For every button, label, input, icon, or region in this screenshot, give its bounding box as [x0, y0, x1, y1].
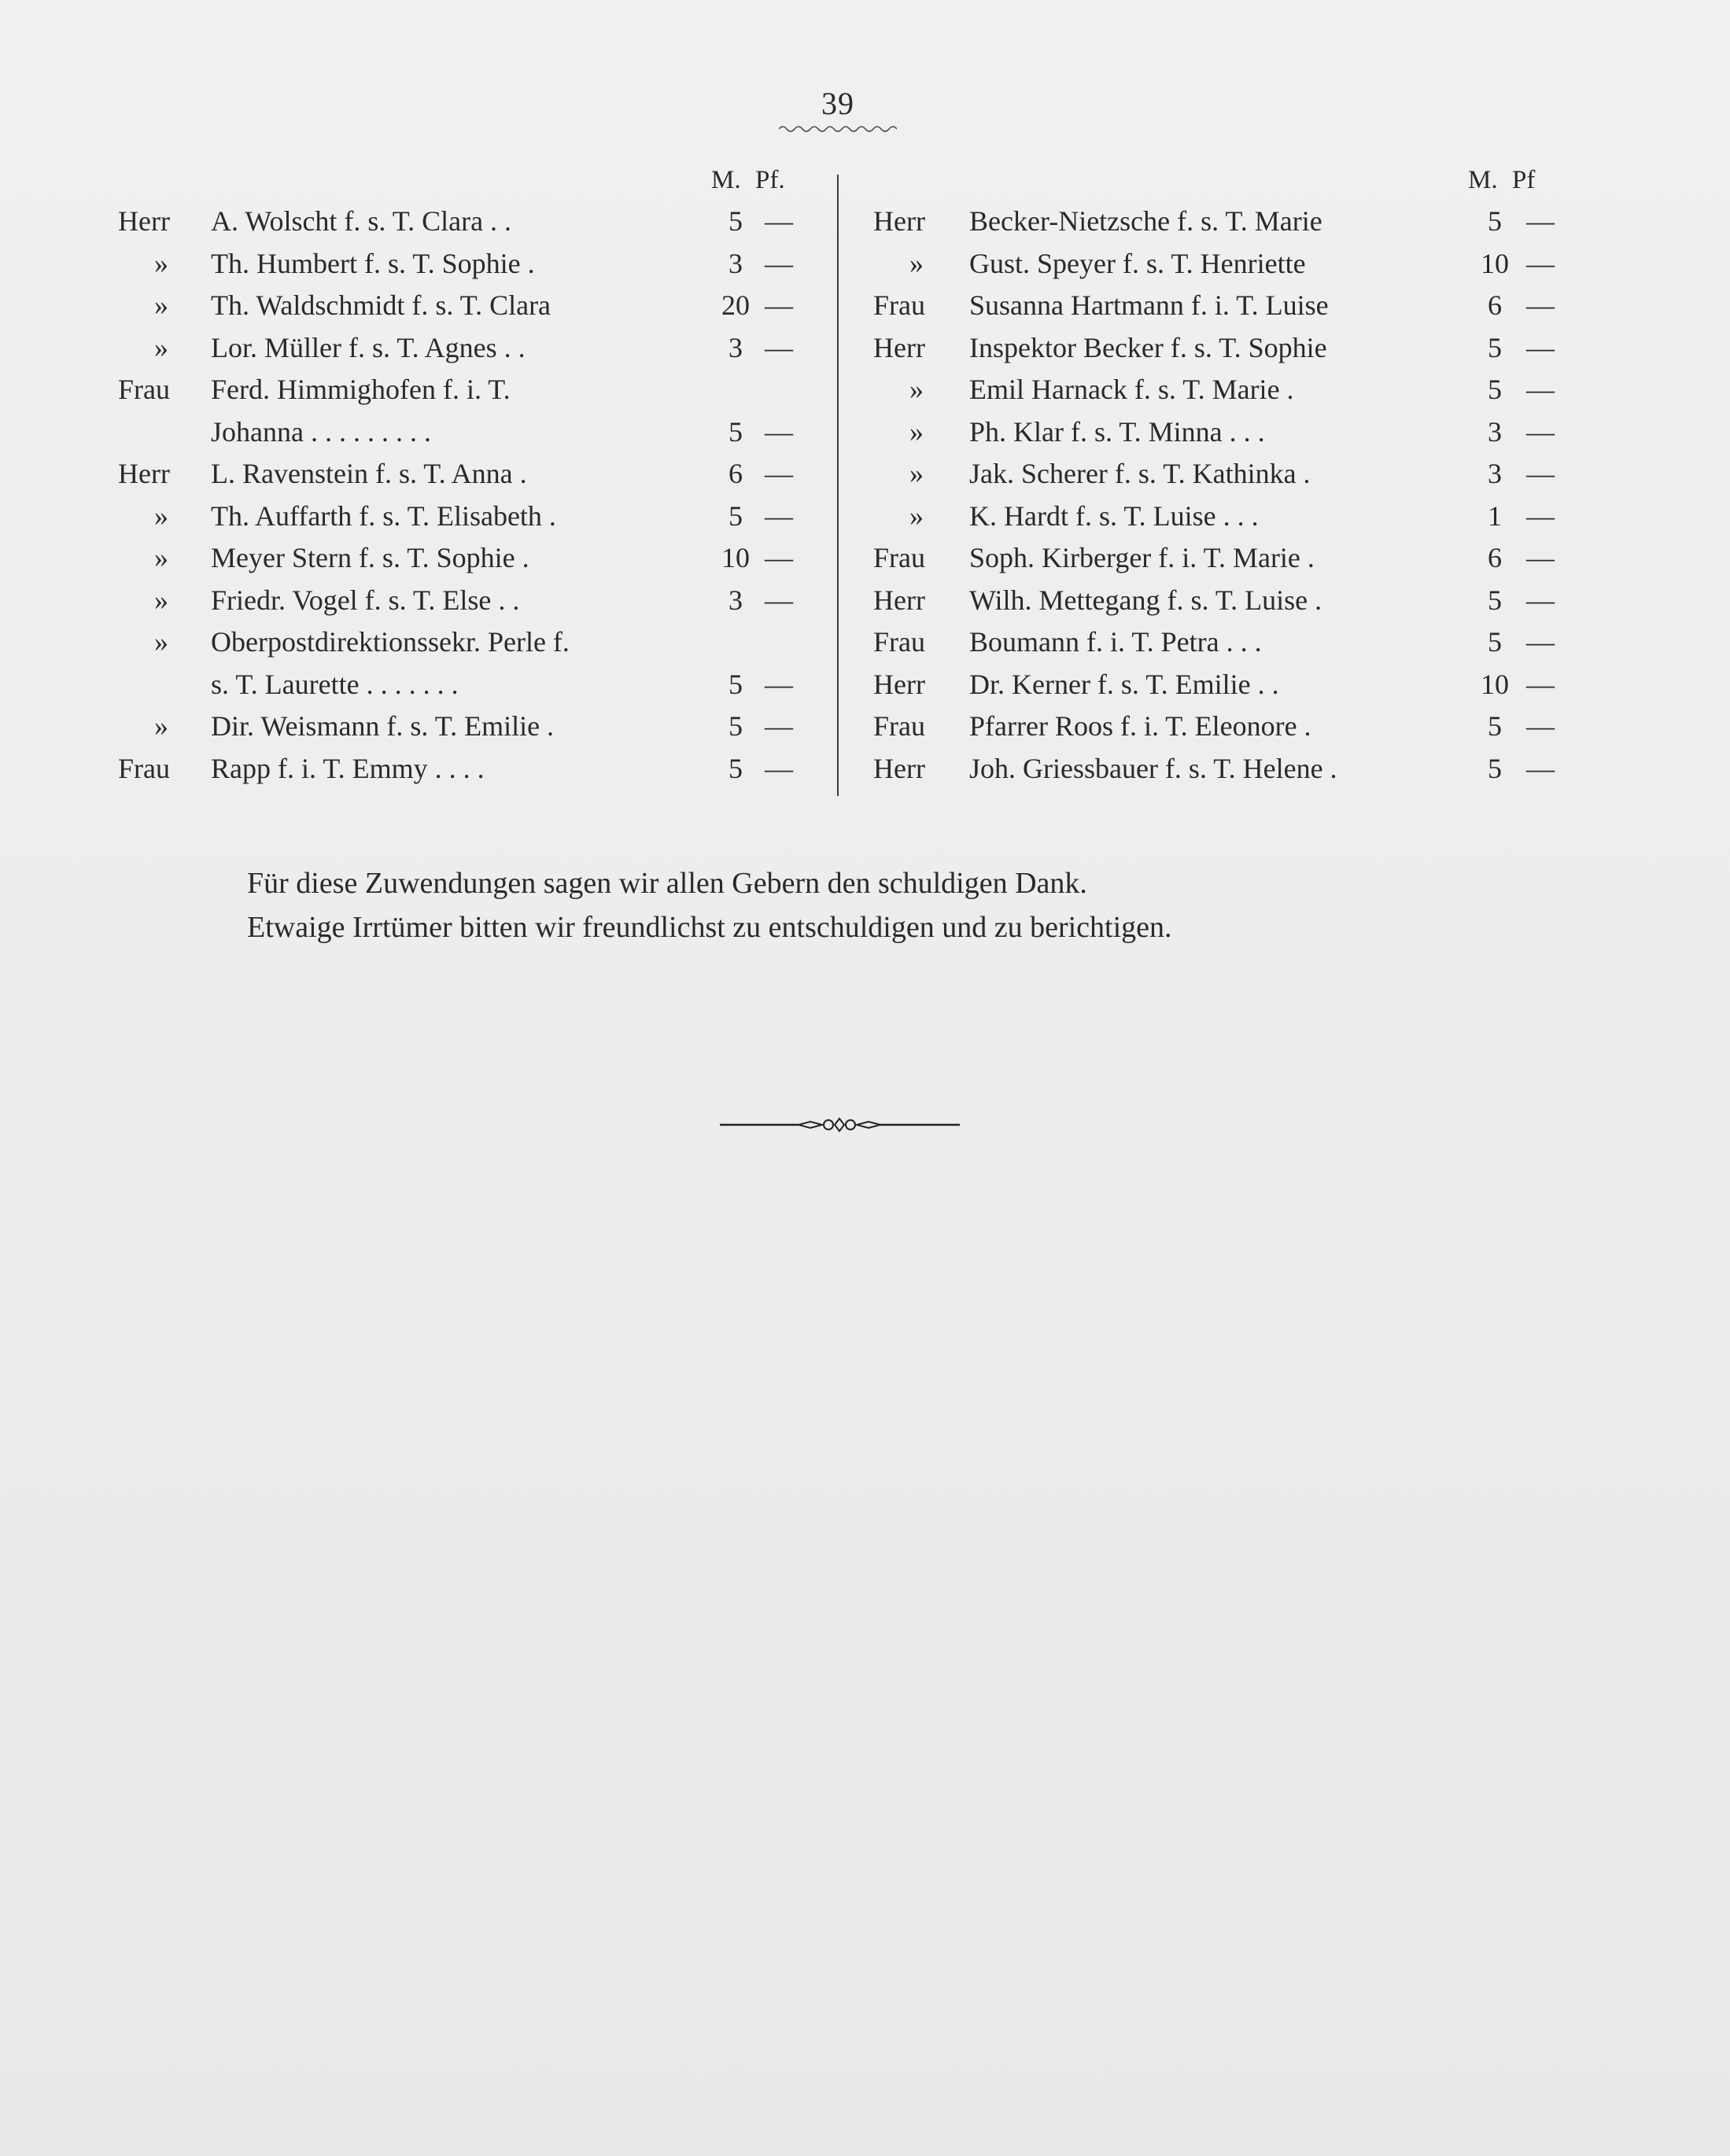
mark-header: M.: [711, 166, 741, 194]
amount-mark: 20: [721, 289, 750, 321]
donation-row: [873, 243, 1558, 286]
donor-name: Joh. Griessbauer f. s. T. Helene .: [969, 752, 1337, 784]
amount-mark: 5: [1488, 752, 1502, 784]
amount-mark: 5: [1488, 710, 1502, 742]
amount-pfennig: —: [765, 415, 793, 448]
amount-mark: 3: [1488, 458, 1502, 489]
donation-row: [118, 748, 795, 791]
donation-row: [118, 580, 795, 622]
amount-mark: 5: [729, 710, 743, 742]
donor-title: Herr: [873, 668, 925, 700]
amount-pfennig: —: [765, 205, 793, 237]
donation-row: [118, 706, 795, 748]
mark-header: M.: [1468, 166, 1498, 194]
donor-name: Th. Waldschmidt f. s. T. Clara: [211, 289, 551, 321]
amount-pfennig: —: [765, 542, 793, 573]
amount-mark: 5: [729, 752, 743, 784]
donor-name: s. T. Laurette . . . . . . .: [211, 668, 459, 700]
donor-title: »: [909, 374, 924, 405]
donor-title: Herr: [118, 205, 170, 237]
amount-pfennig: —: [765, 752, 793, 784]
amount-mark: 6: [1488, 289, 1502, 321]
donor-name: Wilh. Mettegang f. s. T. Luise .: [969, 584, 1322, 616]
amount-pfennig: —: [1526, 205, 1555, 237]
amount-pfennig: —: [765, 710, 793, 742]
donation-row: [118, 664, 795, 706]
amount-pfennig: —: [1526, 289, 1555, 321]
right-column-header: [873, 161, 1558, 201]
column-divider: [837, 175, 839, 796]
amount-mark: 5: [729, 499, 743, 532]
donor-name: Gust. Speyer f. s. T. Henriette: [969, 247, 1306, 279]
amount-pfennig: —: [1526, 752, 1555, 784]
donor-name: Meyer Stern f. s. T. Sophie .: [211, 542, 529, 573]
donor-name: L. Ravenstein f. s. T. Anna .: [211, 458, 527, 489]
donor-title: Frau: [118, 752, 170, 784]
donor-name: Susanna Hartmann f. i. T. Luise: [969, 289, 1329, 321]
donation-row: [873, 369, 1558, 411]
donor-name: Dir. Weismann f. s. T. Emilie .: [211, 710, 555, 742]
donor-name: Oberpostdirektionssekr. Perle f.: [211, 626, 570, 658]
amount-pfennig: —: [1526, 247, 1555, 279]
amount-mark: 10: [1481, 247, 1509, 279]
donor-name: Inspektor Becker f. s. T. Sophie: [969, 331, 1327, 363]
donor-title: »: [154, 289, 168, 321]
amount-mark: 3: [729, 584, 743, 616]
donation-row: [873, 621, 1558, 664]
donation-row: [118, 369, 795, 411]
amount-mark: 6: [1488, 542, 1502, 573]
donor-title: Frau: [873, 542, 925, 573]
right-donation-list: [873, 161, 1558, 790]
donor-title: »: [154, 626, 168, 658]
donor-title: Frau: [873, 626, 925, 658]
amount-pfennig: —: [765, 499, 793, 532]
wavy-underline-ornament: [779, 124, 897, 134]
donor-title: »: [154, 331, 168, 363]
amount-mark: 10: [1481, 668, 1509, 700]
amount-pfennig: —: [1526, 626, 1555, 658]
donor-name: Johanna . . . . . . . . .: [211, 415, 431, 448]
donation-row: [118, 411, 795, 454]
donation-row: [118, 201, 795, 243]
closing-text: [247, 861, 1172, 949]
donor-name: A. Wolscht f. s. T. Clara . .: [211, 205, 512, 237]
amount-mark: 1: [1488, 499, 1502, 532]
donor-title: Frau: [118, 374, 170, 405]
donor-name: Th. Auffarth f. s. T. Elisabeth .: [211, 499, 556, 532]
donor-name: Becker-Nietzsche f. s. T. Marie: [969, 205, 1322, 237]
donor-title: »: [154, 542, 168, 573]
amount-mark: 3: [729, 247, 743, 279]
donation-row: [118, 243, 795, 286]
amount-pfennig: —: [1526, 542, 1555, 573]
amount-pfennig: —: [1526, 331, 1555, 363]
closing-line-errata: Etwaige Irrtümer bitten wir freundlichst zu entschuldigen und zu berichtigen.: [247, 911, 1172, 944]
donation-row: [873, 580, 1558, 622]
donation-row: [873, 327, 1558, 370]
amount-mark: 5: [729, 205, 743, 237]
pfennig-header: Pf.: [755, 166, 785, 194]
amount-pfennig: —: [765, 584, 793, 616]
amount-mark: 3: [729, 331, 743, 363]
donor-name: Friedr. Vogel f. s. T. Else . .: [211, 584, 520, 616]
donation-row: [873, 496, 1558, 538]
donation-row: [873, 285, 1558, 327]
amount-pfennig: —: [765, 289, 793, 321]
donor-name: Pfarrer Roos f. i. T. Eleonore .: [969, 710, 1311, 742]
donor-title: »: [154, 584, 168, 616]
left-column-header: [118, 161, 795, 201]
amount-mark: 5: [1488, 374, 1502, 405]
amount-mark: 3: [1488, 415, 1502, 448]
amount-mark: 5: [1488, 205, 1502, 237]
left-donation-list: [118, 161, 795, 790]
donor-title: Herr: [873, 205, 925, 237]
amount-mark: 5: [729, 415, 743, 448]
donor-title: Herr: [873, 752, 925, 784]
donor-title: »: [154, 499, 168, 532]
donor-name: Soph. Kirberger f. i. T. Marie .: [969, 542, 1315, 573]
page-number: 39: [821, 86, 854, 121]
donation-row: [873, 411, 1558, 454]
donor-name: Boumann f. i. T. Petra . . .: [969, 626, 1262, 658]
donor-title: »: [909, 499, 924, 532]
donor-name: Emil Harnack f. s. T. Marie .: [969, 374, 1294, 405]
donor-title: »: [154, 247, 168, 279]
donation-row: [873, 706, 1558, 748]
donation-row: [873, 748, 1558, 791]
donation-row: [873, 201, 1558, 243]
donation-row: [873, 664, 1558, 706]
amount-pfennig: —: [1526, 415, 1555, 448]
pfennig-header: Pf: [1512, 166, 1536, 194]
donor-title: »: [909, 415, 924, 448]
donor-title: Herr: [873, 331, 925, 363]
donation-row: [873, 537, 1558, 580]
amount-mark: 5: [729, 668, 743, 700]
closing-line-thanks: Für diese Zuwendungen sagen wir allen Gebern den schuldigen Dank.: [247, 867, 1087, 900]
donor-name: Rapp f. i. T. Emmy . . . .: [211, 752, 485, 784]
donor-name: Ferd. Himmighofen f. i. T.: [211, 374, 511, 405]
donor-title: Frau: [873, 289, 925, 321]
end-ornament-icon: [720, 1113, 960, 1137]
amount-pfennig: —: [765, 668, 793, 700]
donor-title: »: [154, 710, 168, 742]
amount-pfennig: —: [1526, 499, 1555, 532]
donor-name: Ph. Klar f. s. T. Minna . . .: [969, 415, 1265, 448]
donation-row: [118, 285, 795, 327]
amount-pfennig: —: [765, 458, 793, 489]
donation-row: [118, 621, 795, 664]
donation-row: [118, 453, 795, 496]
donor-title: Herr: [118, 458, 170, 489]
amount-pfennig: —: [1526, 584, 1555, 616]
amount-mark: 10: [721, 542, 750, 573]
donor-name: Jak. Scherer f. s. T. Kathinka .: [969, 458, 1311, 489]
amount-pfennig: —: [765, 331, 793, 363]
amount-pfennig: —: [1526, 710, 1555, 742]
donor-title: Herr: [873, 584, 925, 616]
amount-pfennig: —: [1526, 668, 1555, 700]
donation-row: [873, 453, 1558, 496]
amount-pfennig: —: [1526, 458, 1555, 489]
donation-row: [118, 327, 795, 370]
donor-name: Dr. Kerner f. s. T. Emilie . .: [969, 668, 1279, 700]
amount-mark: 5: [1488, 331, 1502, 363]
amount-mark: 5: [1488, 626, 1502, 658]
donation-row: [118, 496, 795, 538]
donor-name: Th. Humbert f. s. T. Sophie .: [211, 247, 535, 279]
amount-mark: 5: [1488, 584, 1502, 616]
amount-pfennig: —: [765, 247, 793, 279]
donor-name: K. Hardt f. s. T. Luise . . .: [969, 499, 1259, 532]
donor-name: Lor. Müller f. s. T. Agnes . .: [211, 331, 526, 363]
amount-mark: 6: [729, 458, 743, 489]
donor-title: »: [909, 247, 924, 279]
donation-row: [118, 537, 795, 580]
amount-pfennig: —: [1526, 374, 1555, 405]
donor-title: »: [909, 458, 924, 489]
donor-title: Frau: [873, 710, 925, 742]
